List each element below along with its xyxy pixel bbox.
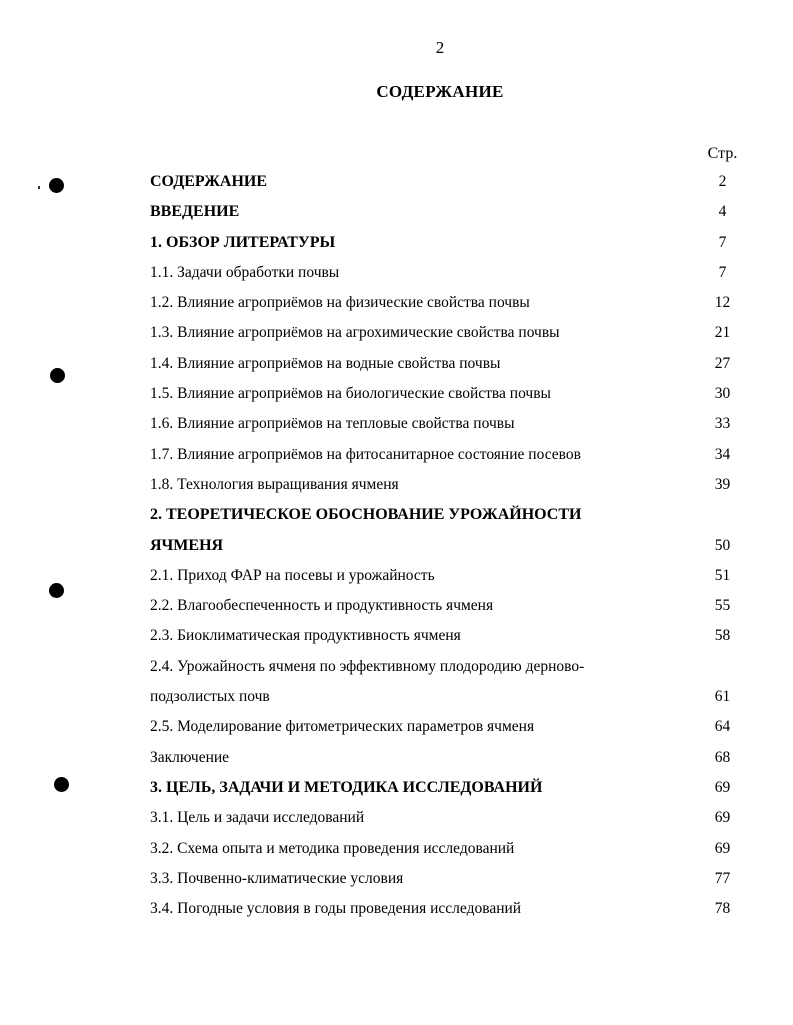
toc-entry [150,228,750,258]
toc-entry [150,258,750,288]
toc-entry [150,318,750,348]
toc-entry-page: 7 [718,263,727,281]
toc-entry-title: 1.8. Технология выращивания ячменя [150,475,399,493]
toc-entry-title: ЯЧМЕНЯ [150,536,224,554]
toc-entry [150,197,750,227]
toc-entry-title: 1. ОБЗОР ЛИТЕРАТУРЫ [150,233,336,251]
toc-entry-page: 69 [714,839,731,857]
toc-entry-page: 7 [718,233,727,251]
table-of-contents [150,167,750,924]
toc-entry-title: ВВЕДЕНИЕ [150,203,240,221]
toc-entry-page: 69 [714,809,731,827]
toc-entry-page: 77 [714,869,731,887]
toc-entry [150,531,750,561]
toc-entry [150,349,750,379]
toc-entry-page: 33 [714,415,731,433]
toc-entry [150,894,750,924]
toc-entry-title: 3.1. Цель и задачи исследований [150,809,365,827]
page-title: СОДЕРЖАНИЕ [376,82,504,101]
toc-entry-title: 1.2. Влияние агроприёмов на физические свойства почвы [150,294,530,312]
toc-entry-title: СОДЕРЖАНИЕ [150,173,268,190]
toc-entry-title: 1.1. Задачи обработки почвы [150,263,340,281]
toc-entry [150,167,750,197]
toc-entry-title: 2.3. Биоклиматическая продуктивность ячменя [150,627,461,645]
toc-entry-page: 64 [714,718,731,736]
toc-entry-title: 1.5. Влияние агроприёмов на биологические свойства почвы [150,385,551,403]
toc-entry [150,500,750,530]
toc-entry-title: 2.5. Моделирование фитометрических параметров ячменя [150,718,535,736]
toc-entry-title: 1.4. Влияние агроприёмов на водные свойства почвы [150,354,501,372]
toc-entry [150,803,750,833]
toc-entry-title: 3. ЦЕЛЬ, ЗАДАЧИ И МЕТОДИКА ИССЛЕДОВАНИЙ [150,778,543,796]
toc-entry-page: 58 [714,627,731,645]
toc-entry [150,652,750,682]
toc-entry-page: 12 [714,294,731,312]
toc-entry [150,743,750,773]
toc-entry-title: 1.3. Влияние агроприёмов на агрохимические свойства почвы [150,324,560,342]
toc-entry-page: 69 [714,778,731,796]
toc-entry-title: 1.6. Влияние агроприёмов на тепловые свойства почвы [150,415,515,433]
toc-entry-page: 51 [714,566,731,584]
toc-entry-title: 3.3. Почвенно-климатические условия [150,869,404,887]
binder-hole-dot [49,583,64,598]
toc-entry-page: 21 [714,324,731,342]
toc-entry [150,682,750,712]
toc-entry [150,440,750,470]
toc-entry-title: 3.2. Схема опыта и методика проведения исследований [150,839,515,857]
toc-entry-title: 3.4. Погодные условия в годы проведения исследований [150,900,522,918]
toc-entry-title: 2.4. Урожайность ячменя по эффективному плодородию дерново- [150,657,585,675]
toc-entry-title: 1.7. Влияние агроприёмов на фитосанитарное состояние посевов [150,445,581,463]
toc-entry [150,288,750,318]
scan-speck [38,186,40,189]
toc-entry-page: 78 [714,900,731,918]
toc-entry-page: 34 [714,445,731,463]
binder-hole-dot [54,777,69,792]
toc-entry [150,834,750,864]
toc-entry-title: Заключение [150,748,230,766]
toc-entry [150,773,750,803]
toc-entry-page: 68 [714,748,731,766]
toc-entry [150,470,750,500]
toc-entry-page: 2 [718,173,727,190]
toc-entry [150,864,750,894]
toc-entry-page: 50 [714,536,731,554]
page-column-label: Стр. [707,145,738,162]
toc-entry-page: 55 [714,597,731,615]
toc-entry-page: 4 [718,203,727,221]
toc-entry [150,712,750,742]
toc-entry-title: 2. ТЕОРЕТИЧЕСКОЕ ОБОСНОВАНИЕ УРОЖАЙНОСТИ [150,506,582,524]
toc-entry-page: 61 [714,688,731,706]
toc-entry-page: 30 [714,385,731,403]
toc-entry [150,591,750,621]
toc-entry-title: 2.1. Приход ФАР на посевы и урожайность [150,566,435,584]
toc-entry-title: подзолистых почв [150,688,270,706]
toc-entry-page: 27 [714,354,731,372]
toc-entry [150,621,750,651]
binder-hole-dot [49,178,64,193]
toc-entry [150,561,750,591]
toc-entry-page: 39 [714,475,731,493]
page-number: 2 [435,38,445,57]
toc-entry [150,379,750,409]
binder-hole-dot [50,368,65,383]
toc-entry-title: 2.2. Влагообеспеченность и продуктивность ячменя [150,597,494,615]
toc-entry [150,409,750,439]
